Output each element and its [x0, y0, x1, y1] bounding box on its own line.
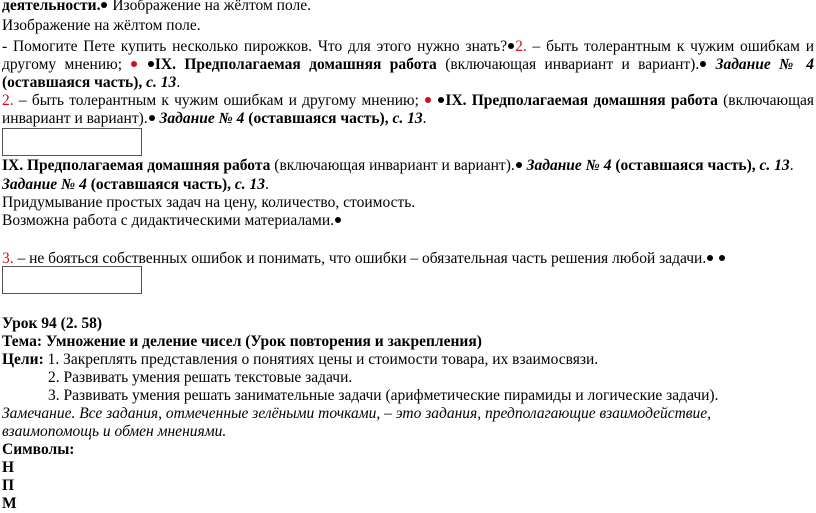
- period: .: [176, 74, 181, 91]
- symbols-label: Символы:: [2, 441, 75, 458]
- lesson-topic: Тема: Умножение и деление чисел (Урок повторения и закрепления): [2, 333, 482, 350]
- line-10: Придумывание простых задач на цену, количество, стоимость.: [2, 194, 416, 211]
- task-label: Задание № 4: [159, 110, 245, 127]
- task-label: Задание № 4: [526, 157, 612, 174]
- black-dot-icon: [148, 61, 154, 67]
- remaining-part: (оставшаяся часть),: [244, 110, 389, 127]
- variant-text: инвариант и вариант).: [2, 110, 148, 127]
- remaining-part: (оставшаяся часть),: [2, 74, 143, 91]
- period: .: [789, 157, 794, 174]
- empty-box: [2, 128, 142, 156]
- mistakes-text: – не бояться собственных ошибок и понимать, что ошибки – обязательная часть решения любой задачи.: [13, 250, 707, 267]
- tolerance-text: – быть толерантным к чужим ошибкам и другому мнению;: [13, 92, 419, 109]
- task-label: Задание № 4: [715, 56, 815, 73]
- remaining-part: (оставшаяся часть),: [86, 176, 232, 193]
- task-label: Задание № 4: [2, 176, 87, 193]
- period: .: [422, 110, 427, 127]
- black-dot-icon: [707, 255, 713, 261]
- goal-1: [2, 351, 598, 369]
- line-11: [2, 212, 342, 230]
- page-ref: с. 13: [388, 110, 423, 127]
- line-2: Изображение на жёлтом поле.: [2, 17, 201, 34]
- remaining-part: (оставшаяся часть),: [611, 157, 756, 174]
- goals-label: Цели:: [2, 351, 44, 368]
- item-number: 2.: [2, 92, 14, 109]
- red-dot-icon: [131, 61, 137, 67]
- goal-3: 3. Развивать умения решать занимательные задачи (арифметические пирамиды и логические задачи).: [48, 387, 719, 404]
- line-8: [2, 157, 794, 175]
- didactic-text: Возможна работа с дидактическими материалами.: [2, 212, 335, 229]
- note-line-1: Замечание. Все задания, отмеченные зелёными точками, – это задания, предполагающие взаимодействие,: [2, 405, 712, 422]
- item-number: 3.: [2, 250, 14, 267]
- opinion-text: другому мнению;: [2, 56, 123, 73]
- symbol-m: М: [2, 495, 17, 512]
- tolerance-text: – быть толерантным к чужим ошибкам и: [526, 38, 814, 55]
- lesson-number: Урок 94 (2. 58): [2, 315, 102, 332]
- goal-text: 1. Закреплять представления о понятиях цены и стоимости товара, их взаимосвязи.: [43, 351, 599, 368]
- black-dot-icon: [438, 97, 444, 103]
- homework-desc: (включающая инвариант и вариант).: [436, 56, 700, 73]
- page-ref: с. 13: [142, 74, 177, 91]
- homework-desc: (включающая: [717, 92, 815, 109]
- homework-heading: IX. Предполагаемая домашняя работа: [445, 92, 718, 109]
- black-dot-icon: [149, 115, 155, 121]
- empty-box: [2, 266, 142, 294]
- line-4: [2, 56, 814, 74]
- page-ref: с. 13: [755, 157, 790, 174]
- image-caption: Изображение на жёлтом поле.: [108, 0, 311, 14]
- black-dot-icon: [335, 217, 341, 223]
- item-number: 2.: [515, 38, 527, 55]
- homework-heading: IX. Предполагаемая домашняя работа: [154, 56, 437, 73]
- black-dot-icon: [101, 2, 107, 8]
- line-6: [2, 92, 814, 110]
- black-dot-icon: [516, 162, 522, 168]
- period: .: [265, 176, 269, 193]
- homework-desc: (включающая инвариант и вариант).: [270, 157, 515, 174]
- symbol-h: Н: [2, 459, 15, 476]
- red-dot-icon: [425, 97, 431, 103]
- black-dot-icon: [700, 61, 706, 67]
- homework-heading: IX. Предполагаемая домашняя работа: [2, 157, 271, 174]
- line-7: [2, 110, 426, 128]
- line-3: [2, 38, 814, 56]
- line-1: [2, 0, 311, 15]
- note-line-2: взаимопомощь и обмен мнениями.: [2, 423, 227, 440]
- line-5: [2, 74, 180, 92]
- activity-word: деятельности.: [2, 0, 101, 14]
- question-text: - Помогите Пете купить несколько пирожков. Что для этого нужно знать?: [2, 38, 508, 55]
- page-ref: с. 13: [231, 176, 266, 193]
- line-9: [2, 176, 269, 194]
- goal-2: 2. Развивать умения решать текстовые задачи.: [48, 369, 353, 386]
- black-dot-icon: [508, 43, 514, 49]
- symbol-p: П: [2, 477, 15, 494]
- black-dot-icon: [719, 255, 725, 261]
